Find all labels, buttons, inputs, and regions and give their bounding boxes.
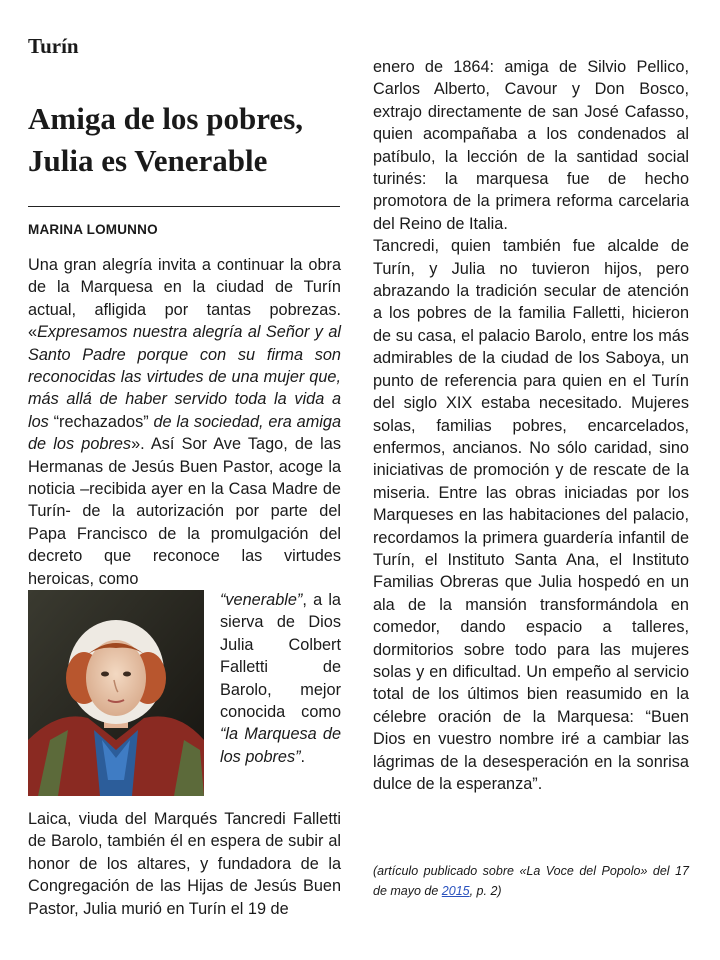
paragraph-intro — [28, 254, 341, 590]
footnote-text-after: , p. 2) — [469, 883, 502, 898]
quote-part-c: de la sociedad, era amiga de los pobres — [28, 412, 341, 454]
marquesa-phrase: “la Marquesa de los pobres” — [220, 725, 341, 766]
article-headline: Amiga de los pobres, Julia es Venerable — [28, 101, 304, 178]
portrait-wraparound-text — [220, 589, 341, 768]
article-column-left — [28, 254, 341, 590]
quote-open: « — [28, 323, 38, 342]
word-venerable: “venerable” — [220, 591, 303, 609]
year-link[interactable]: 2015 — [441, 883, 470, 898]
source-footnote — [373, 862, 689, 901]
headline-divider — [28, 206, 340, 207]
portrait-photo — [28, 590, 204, 796]
wrap-text-end: . — [300, 747, 306, 766]
portrait-image — [28, 590, 204, 796]
quote-close: ». — [131, 435, 145, 454]
footnote-text-before: (artículo publicado sobre «La Voce del Popolo» del 17 de mayo de — [373, 864, 689, 898]
article-column-right — [373, 56, 689, 795]
paragraph-laica: Laica, viuda del Marqués Tancredi Falletti de Barolo, también él en espera de subir al honor de los altares, y fundadora de la Congregación de las Hijas de Jesús Buen Pastor, Julia murió en Turín el 19 de — [28, 810, 341, 918]
intro-text: Una gran alegría invita a continuar la obra de la Marquesa en la ciudad de Turín actual, afligida por tantas pobrezas. — [28, 256, 341, 319]
paragraph-right-1: enero de 1864: amiga de Silvio Pellico, Carlos Alberto, Cavour y Don Bosco, extrajo directamente de san José Cafasso, quien acompañaba a los condenados al patíbulo, la lección de la santidad social turinés: la marquesa fue de hecho promotora de la primera reforma carcelaria del Reino de Italia. — [373, 58, 689, 233]
article-column-left-bottom — [28, 808, 341, 920]
quote-part-a: Expresamos nuestra alegría al Señor y al Santo Padre porque con su firma son reconocidas las virtudes de una mujer que, más allá de haber servido toda la vida a los — [28, 323, 341, 431]
intro-rest: Así Sor Ave Tago, de las Hermanas de Jesús Buen Pastor, acoge la noticia –recibida ayer en la Casa Madre de Turín- de la autorización por parte del Papa Francisco de la promulgación del decreto que reconoce las virtudes heroicas, como — [28, 435, 341, 588]
wrap-text-a: , a la sierva de Dios Julia Colbert Falletti de Barolo, mejor conocida como — [220, 591, 341, 722]
paragraph-right-2: Tancredi, quien también fue alcalde de Turín, y Julia no tuvieron hijos, pero abrazando la tradición secular de atención a los pobres de la familia Falletti, hicieron de su casa, el palacio Barolo, entre los más admirables de la ciudad de los Saboya, un punto de referencia para quien en el Turín del siglo XIX estaba necesitado. Mujeres solas, familias pobres, encarcelados, enfermos, ancianos. No sólo caridad, sino iniciativas de promoción y de rescate de la miseria. Entre las obras iniciadas por los Marqueses en las habitaciones del palacio, recordamos la primera guardería infantil de Turín, el Instituto Santa Ana, el Instituto Familias Obreras que Julia hospedó en un ala de la mansión transformándola en comedor, dando espacio a talleres, dormitorios sobre todo para las mujeres solas y en dificultad. Un empeño al servicio total de los últimos bien reasumido en la célebre oración de la Marquesa: “Buen Dios en vuestro nombre iré a cambiar las lágrimas de la desesperación en la sonrisa dulce de la esperanza”. — [373, 237, 689, 793]
quote-part-b: “rechazados” — [48, 412, 154, 431]
section-label: Turín — [28, 34, 79, 58]
wrap-paragraph — [220, 589, 341, 768]
author-byline: MARINA LOMUNNO — [28, 222, 158, 237]
